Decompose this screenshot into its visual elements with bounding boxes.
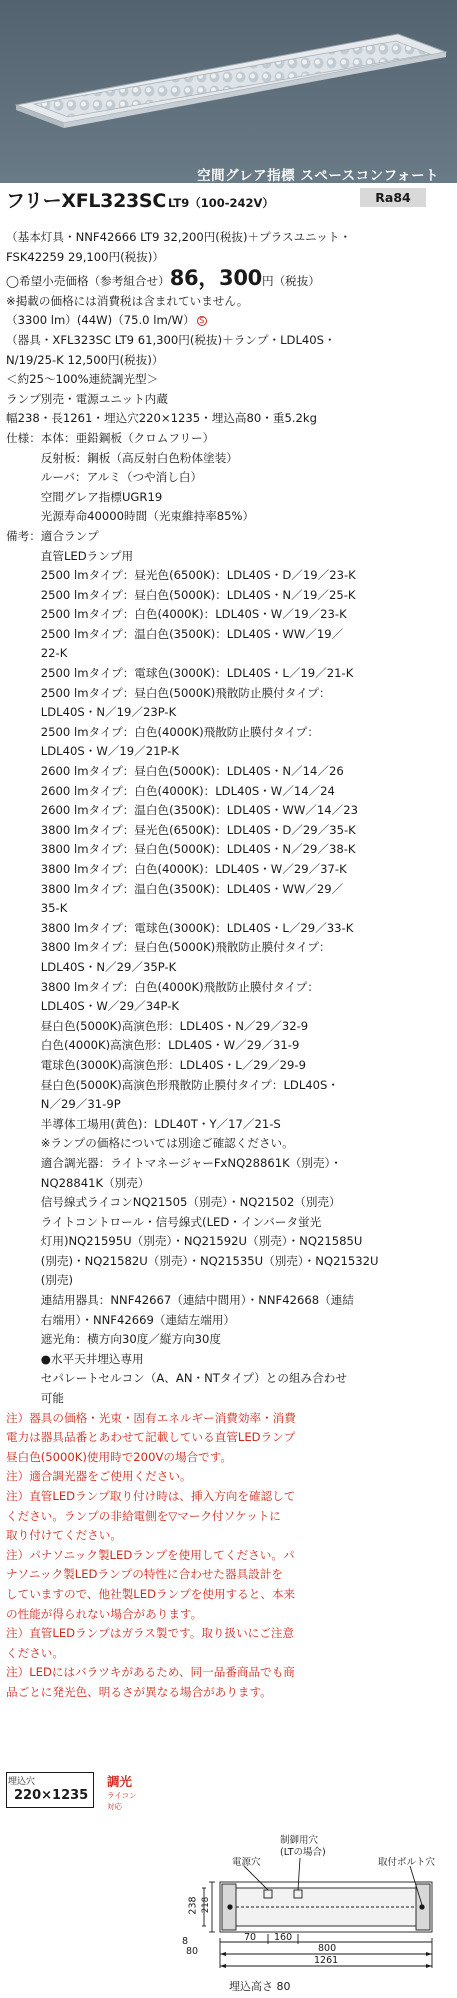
price-unit: 円（税抜） [261,274,320,289]
note-line: ください。ランプの非給電側を▽マーク付ソケットに [6,1508,281,1523]
dim-1261: 1261 [314,1955,339,1966]
label-power-hole: 電源穴 [232,1857,261,1868]
dim-800: 800 [318,1943,337,1954]
embed-hole-label: 埋込穴 [8,1777,36,1787]
note-line: 電力は器具品番とあわせて記載している直管LEDランプ [6,1430,296,1445]
dimming-tag [107,1772,139,1811]
plus-unit-line: FSK42259 29,100円(税抜)） [6,249,164,264]
lamp-line: 2500 lmタイプ：昼白色(5000K)：LDL40S・N／19／25-K [6,587,356,602]
product-suffix: LT9（100-242V） [167,196,274,210]
note-line: 注）直管LEDランプ取り付け時は、挿入方向を確認して [6,1489,296,1503]
spec-text [6,228,452,1703]
remark-line: 連結用器具：NNF42667（連結中間用）・NNF42668（連結 [6,1293,354,1308]
lamp-line: 22-K [6,646,68,661]
dim-80: 80 [186,1946,199,1957]
dim-70: 70 [244,1932,257,1943]
lamp-line: 3800 lmタイプ：白色(4000K)飛散防止膜付タイプ： [6,979,319,994]
remark-line: 右端用）・NNF42669（連結左端用） [6,1312,236,1327]
lamp-line: 2500 lmタイプ：昼光色(6500K)：LDL40S・D／19／23-K [6,568,356,583]
lamp-line: 昼白色(5000K)高演色形飛散防止膜付タイプ：LDL40S・ [6,1077,340,1092]
series-title: 空間グレア指標 スペースコンフォート [197,168,439,183]
tax-note: ※掲載の価格には消費税は含まれていません。 [6,293,249,308]
price-value: 86，300 [169,266,262,291]
lamp-line: 3800 lmタイプ：温白色(3500K)：LDL40S・WW／29／ [6,881,344,896]
lamp-line: 2500 lmタイプ：温白色(3500K)：LDL40S・WW／19／ [6,626,344,641]
dim-218: 218 [201,1896,212,1914]
dimensions-line: 幅238・長1261・埋込穴220×1235・埋込高80・重5.2kg [6,411,317,426]
note-line: 取り付けてください。 [6,1528,122,1543]
lamp-line: 2500 lmタイプ：昼白色(5000K)飛散防止膜付タイプ： [6,685,331,700]
spec-reflector: 反射板：鋼板（高反射白色粉体塗装） [6,450,238,465]
lamp-line: 3800 lmタイプ：白色(4000K)：LDL40S・W／29／37-K [6,862,347,876]
price-label: ◯希望小売価格（参考組合せ） [6,274,170,289]
lamp-line: 2600 lmタイプ：白色(4000K)：LDL40S・W／14／24 [6,783,335,798]
lamp-line: 2500 lmタイプ：白色(4000K)：LDL40S・W／19／23-K [6,607,347,622]
product-header [6,186,452,213]
remark-line: セパレートセルコン（A、AN・NTタイプ）との組み合わせ [6,1371,347,1386]
spec-lifetime: 光源寿命40000時間（光束維持率85%） [6,509,255,524]
product-photo-banner [0,0,457,183]
lamp-line: 2600 lmタイプ：昼白色(5000K)：LDL40S・N／14／26 [6,764,344,779]
note-line: 注）器具の価格・光束・固有エネルギー消費効率・消費 [6,1410,296,1425]
spec-body: 仕様：本体：亜鉛鋼板（クロムフリー） [6,430,215,445]
remark-line: ●水平天井埋込専用 [6,1351,144,1366]
dim-160: 160 [274,1932,293,1943]
base-unit-line: （基本灯具・NNF42666 LT9 32,200円(税抜)＋プラスユニット・ [6,230,352,244]
lamp-line: 昼白色(5000K)高演色形：LDL40S・N／29／32-9 [6,1018,309,1033]
lamp-line: 電球色(3000K)高演色形：LDL40S・L／29／29-9 [6,1057,306,1072]
label-bolt-hole: 取付ボルト穴 [378,1857,436,1868]
remark-line: 可能 [6,1391,64,1406]
lamp-line: LDL40S・N／19／23P-K [6,705,177,720]
lamp-line: LDL40S・W／19／21P-K [6,744,180,759]
lamp-line: 2500 lmタイプ：白色(4000K)飛散防止膜付タイプ： [6,724,319,739]
spec-ugr: 空間グレア指標UGR19 [6,489,163,504]
note-line: していますので、他社製LEDランプを使用すると、本来 [6,1586,296,1601]
lamp-line: 白色(4000K)高演色形：LDL40S・W／29／31-9 [6,1038,300,1053]
dim-8: 8 [182,1936,189,1947]
remark-line: (別売) [6,1273,74,1288]
price-line [6,266,452,292]
dimension-drawing [182,1830,452,1990]
note-line: 注）パナソニック製LEDランプを使用してください。パ [6,1547,295,1562]
fixture-line-1: （器具・XFL323SC LT9 61,300円(税抜)＋ランプ・LDL40S・ [6,332,336,347]
luminaire-photo [0,0,457,183]
lamp-line: 3800 lmタイプ：電球色(3000K)：LDL40S・L／29／33-K [6,920,354,935]
embed-height-label: 埋込高さ 80 [229,1980,291,1993]
remark-line: 適合調光器：ライトマネージャーFxNQ28861K（別売）・ [6,1155,342,1170]
note-line: 昼白色(5000K)使用時で200Vの場合です。 [6,1449,233,1464]
remark-line: ※ランプの価格については別途ご確認ください。 [6,1136,294,1151]
lamp-line: 35-K [6,901,68,916]
dimming-tag-label: 調光 [107,1774,133,1789]
note-line: 品ごとに発光色、明るさが異なる場合があります。 [6,1684,272,1699]
lumen-text: （3300 lm）(44W)（75.0 lm/W） [6,313,195,328]
remark-line: 灯用)NQ21595U（別売）・NQ21592U（別売）・NQ21585U [6,1234,363,1249]
ra-badge: Ra84 [360,188,426,207]
dim-238: 238 [187,1896,199,1915]
note-line: の性能が得られない場合があります。 [6,1606,203,1621]
fixture-line-2: N/19/25-K 12,500円(税抜)） [6,352,164,367]
dimming-tag-sub: ライコン対応 [107,1791,137,1811]
lamp-line: 2500 lmタイプ：電球色(3000K)：LDL40S・L／19／21-K [6,666,354,681]
lamp-line: LDL40S・N／29／35P-K [6,959,177,974]
remark-line: 直管LEDランプ用 [6,548,134,563]
lumen-line [6,311,452,331]
lamp-line: 3800 lmタイプ：昼光色(6500K)：LDL40S・D／29／35-K [6,822,356,837]
lamp-line: 2600 lmタイプ：温白色(3500K)：LDL40S・WW／14／23 [6,803,358,818]
remarks-heading: 備考：適合ランプ [6,528,99,543]
lamp-line: LDL40S・W／29／34P-K [6,999,180,1014]
note-line: ナソニック製LEDランプの特性に合わせた器具設計を [6,1567,283,1582]
remark-line: 信号線式ライコンNQ21505（別売）・NQ21502（別売） [6,1195,341,1210]
lamp-sold-separately: ランプ別売・電源ユニット内蔵 [6,391,168,406]
embed-hole-value: 220×1235 [14,1788,89,1803]
label-control-hole-sub: (LTの場合) [280,1847,326,1858]
lamp-line: N／29／31-9P [6,1097,121,1112]
note-line: 注）直管LEDランプはガラス製です。取り扱いにご注意 [6,1626,295,1641]
note-line: 注）適合調光器をご使用ください。 [6,1469,192,1484]
product-name: フリーXFL323SC [6,190,166,212]
dimming-line: ＜約25～100%連続調光型＞ [6,372,159,387]
lamp-line: 3800 lmタイプ：昼白色(5000K)飛散防止膜付タイプ： [6,940,331,955]
lamp-line: 半導体工場用(黄色)：LDL40T・Y／17／21-S [6,1116,281,1131]
lamp-line: 3800 lmタイプ：昼白色(5000K)：LDL40S・N／29／38-K [6,842,356,857]
remark-line: 遮光角：横方向30度／縦方向30度 [6,1332,222,1347]
remark-line: NQ28841K（別売） [6,1175,150,1190]
spec-louver: ルーバ：アルミ（つや消し白） [6,470,203,485]
note-line: 注）LEDにはバラツキがあるため、同一品番商品でも商 [6,1665,295,1680]
s-mark-icon: S [197,316,207,326]
note-line: ください。 [6,1645,64,1660]
label-control-hole: 制御用穴 [280,1835,319,1846]
remark-line: ライトコントロール・信号線式(LED・インバータ蛍光 [6,1214,322,1229]
remark-line: (別売)・NQ21582U（別売）・NQ21535U（別売）・NQ21532U [6,1253,379,1268]
